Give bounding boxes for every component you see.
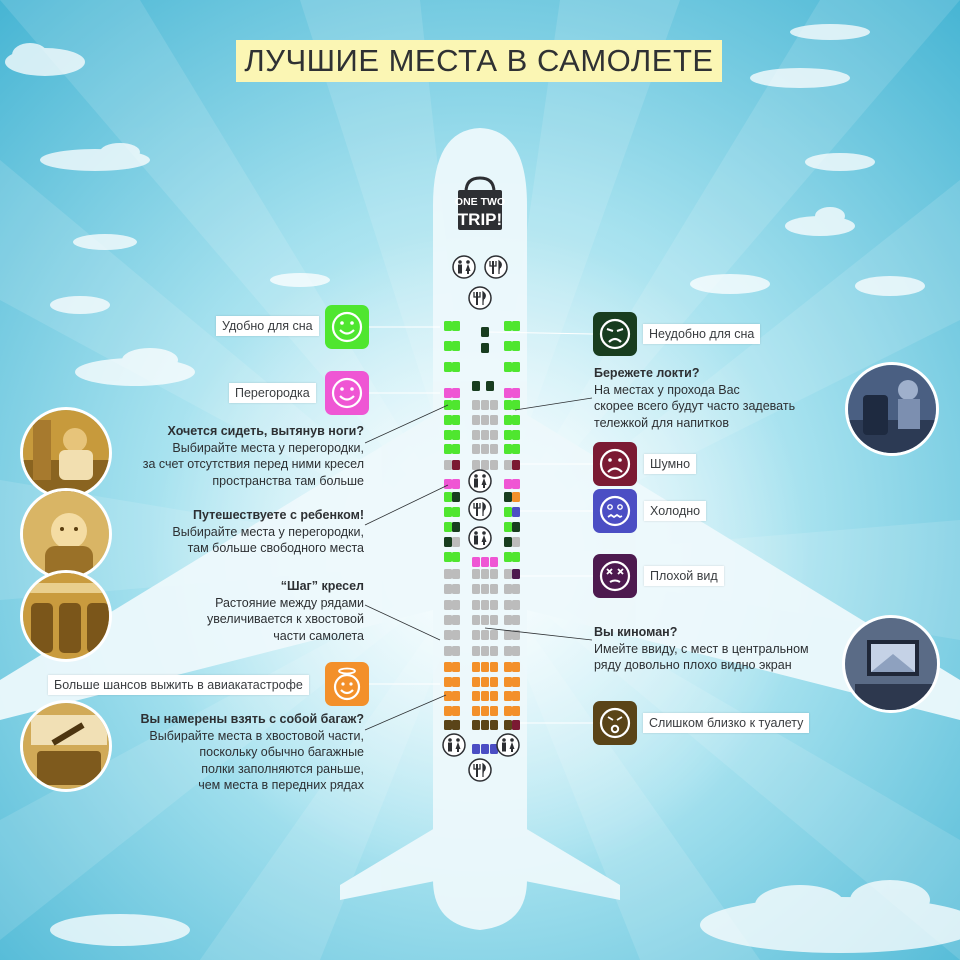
- seat: [481, 430, 489, 440]
- seat: [452, 720, 460, 730]
- photo-seats: [20, 570, 112, 662]
- seat: [504, 706, 512, 716]
- seat: [512, 444, 520, 454]
- seat: [481, 327, 489, 337]
- label-noisy: Шумно: [644, 454, 696, 474]
- label-sleep-good: Удобно для сна: [216, 316, 319, 336]
- seat: [490, 630, 498, 640]
- seat: [512, 537, 520, 547]
- seat: [452, 321, 460, 331]
- angel-face-icon: [325, 662, 369, 706]
- seat: [512, 691, 520, 701]
- fork-knife-icon: [485, 256, 507, 278]
- photo-child: [20, 488, 112, 580]
- seat: [444, 321, 452, 331]
- seat: [512, 430, 520, 440]
- seat: [472, 557, 480, 567]
- label-survival: Больше шансов выжить в авиакатастрофе: [48, 675, 309, 695]
- label-sleep-bad: Неудобно для сна: [643, 324, 760, 344]
- seat: [490, 584, 498, 594]
- seat: [512, 720, 520, 730]
- sad-face-icon: [593, 312, 637, 356]
- seat: [472, 400, 480, 410]
- seat: [504, 584, 512, 594]
- seat: [452, 646, 460, 656]
- seat: [444, 415, 452, 425]
- seat: [481, 415, 489, 425]
- seat: [481, 630, 489, 640]
- seat: [444, 615, 452, 625]
- seat: [490, 615, 498, 625]
- seat: [504, 662, 512, 672]
- restroom-icon: [469, 527, 491, 549]
- seat: [481, 557, 489, 567]
- seat: [504, 507, 512, 517]
- seat: [504, 400, 512, 410]
- seat: [490, 460, 498, 470]
- seat: [444, 479, 452, 489]
- seat: [490, 677, 498, 687]
- seat: [444, 662, 452, 672]
- seat: [452, 569, 460, 579]
- seat: [472, 630, 480, 640]
- seat: [490, 691, 498, 701]
- smile-face-icon: [325, 305, 369, 349]
- seat: [512, 569, 520, 579]
- seat: [504, 522, 512, 532]
- seat: [444, 388, 452, 398]
- seat: [444, 584, 452, 594]
- tip-legs: Хочется сидеть, вытянув ноги? Выбирайте места у перегородки, за счет отсутствия перед ними кресел пространства там больше: [142, 424, 364, 488]
- seat: [504, 646, 512, 656]
- seat: [481, 691, 489, 701]
- seat: [504, 677, 512, 687]
- seat: [452, 507, 460, 517]
- tip-movie: Вы киноман? Имейте ввиду, с мест в центральном ряду довольно плохо видно экран: [594, 625, 809, 672]
- seat: [504, 492, 512, 502]
- restroom-icon: [443, 734, 465, 756]
- seat: [481, 600, 489, 610]
- seat: [512, 492, 520, 502]
- svg-text:ONE TWO: ONE TWO: [454, 196, 506, 208]
- seat: [452, 444, 460, 454]
- seat: [452, 677, 460, 687]
- seat: [481, 569, 489, 579]
- seat: [452, 600, 460, 610]
- seat: [481, 677, 489, 687]
- seat: [452, 430, 460, 440]
- seat: [472, 744, 480, 754]
- tip-child: Путешествуете с ребенком! Выбирайте места у перегородки, там больше свободного места: [172, 508, 364, 555]
- seat: [512, 388, 520, 398]
- seat: [512, 522, 520, 532]
- seat: [512, 479, 520, 489]
- seat: [504, 460, 512, 470]
- seat: [490, 720, 498, 730]
- seat: [512, 552, 520, 562]
- seat: [472, 600, 480, 610]
- seat: [512, 615, 520, 625]
- seat: [512, 600, 520, 610]
- seat: [490, 662, 498, 672]
- seat: [481, 343, 489, 353]
- seat: [481, 744, 489, 754]
- tip-luggage: Вы намерены взять с собой багаж? Выбирайте места в хвостовой части, поскольку обычно багажные полки заполняются раньше, чем места в передних рядах: [140, 712, 364, 792]
- page-title: ЛУЧШИЕ МЕСТА В САМОЛЕТЕ: [236, 40, 722, 82]
- seat: [504, 630, 512, 640]
- seat: [504, 720, 512, 730]
- seat: [452, 492, 460, 502]
- seat: [504, 479, 512, 489]
- seat: [481, 720, 489, 730]
- seat: [481, 584, 489, 594]
- seat: [444, 507, 452, 517]
- seat: [512, 400, 520, 410]
- seat: [472, 569, 480, 579]
- seat: [504, 615, 512, 625]
- seat: [444, 362, 452, 372]
- seat: [444, 444, 452, 454]
- seat: [504, 537, 512, 547]
- photo-legroom: [20, 407, 112, 499]
- label-cold: Холодно: [644, 501, 706, 521]
- seat: [452, 460, 460, 470]
- seat: [504, 569, 512, 579]
- seat: [444, 600, 452, 610]
- seat: [452, 662, 460, 672]
- seat: [472, 677, 480, 687]
- seat: [472, 381, 480, 391]
- seat: [490, 400, 498, 410]
- photo-screen: [842, 615, 940, 713]
- seat: [490, 430, 498, 440]
- seat: [486, 381, 494, 391]
- toilet-face-icon: [593, 701, 637, 745]
- fork-knife-icon: [469, 759, 491, 781]
- seat: [444, 630, 452, 640]
- photo-aisle: [845, 362, 939, 456]
- seat: [452, 630, 460, 640]
- seat: [444, 552, 452, 562]
- seat: [452, 400, 460, 410]
- label-toilet: Слишком близко к туалету: [643, 713, 809, 733]
- svg-text:TRIP!: TRIP!: [457, 210, 503, 229]
- seat: [490, 415, 498, 425]
- label-bulkhead: Перегородка: [229, 383, 316, 403]
- seat: [481, 444, 489, 454]
- seat: [504, 362, 512, 372]
- seat: [444, 569, 452, 579]
- seat: [472, 720, 480, 730]
- seat: [504, 388, 512, 398]
- seat: [512, 507, 520, 517]
- worried-face-icon: [593, 489, 637, 533]
- seat: [452, 362, 460, 372]
- seat: [504, 341, 512, 351]
- seat: [490, 706, 498, 716]
- seat: [452, 691, 460, 701]
- seat: [481, 646, 489, 656]
- fork-knife-icon: [469, 498, 491, 520]
- seat: [444, 691, 452, 701]
- seat: [472, 415, 480, 425]
- bulkhead-smile-face-icon: [325, 371, 369, 415]
- seat: [472, 646, 480, 656]
- seat: [512, 677, 520, 687]
- seat: [512, 321, 520, 331]
- photo-luggage: [20, 700, 112, 792]
- seat: [512, 341, 520, 351]
- seat: [452, 584, 460, 594]
- seat: [512, 646, 520, 656]
- seat: [444, 646, 452, 656]
- seat: [512, 706, 520, 716]
- seat: [504, 691, 512, 701]
- seat: [444, 720, 452, 730]
- restroom-icon: [469, 470, 491, 492]
- seat: [504, 444, 512, 454]
- seat: [444, 430, 452, 440]
- seat: [472, 662, 480, 672]
- seat: [472, 615, 480, 625]
- seat: [452, 537, 460, 547]
- tip-elbows: Бережете локти? На местах у прохода Вас скорее всего будут часто задевать тележкой для напитков: [594, 366, 796, 430]
- seat: [444, 706, 452, 716]
- seat: [452, 706, 460, 716]
- seat: [512, 415, 520, 425]
- seat: [444, 341, 452, 351]
- frown-face-icon: [593, 442, 637, 486]
- restroom-icon: [453, 256, 475, 278]
- seat: [452, 522, 460, 532]
- seat: [490, 600, 498, 610]
- tip-pitch: “Шаг” кресел Растояние между рядами увеличивается к хвостовой части самолета: [207, 579, 364, 643]
- seat: [490, 557, 498, 567]
- seat: [504, 321, 512, 331]
- seat: [504, 415, 512, 425]
- seat: [472, 444, 480, 454]
- seat: [452, 341, 460, 351]
- fork-knife-icon: [469, 287, 491, 309]
- seat: [452, 552, 460, 562]
- seat: [444, 460, 452, 470]
- seat: [472, 460, 480, 470]
- seat: [512, 584, 520, 594]
- seat: [481, 460, 489, 470]
- seat: [444, 537, 452, 547]
- seat: [512, 460, 520, 470]
- seat: [444, 677, 452, 687]
- seat: [504, 600, 512, 610]
- seat: [481, 400, 489, 410]
- seat: [472, 691, 480, 701]
- seat: [452, 415, 460, 425]
- seat: [472, 584, 480, 594]
- seat: [472, 430, 480, 440]
- seat: [512, 362, 520, 372]
- seat: [504, 430, 512, 440]
- seat: [481, 662, 489, 672]
- seat: [452, 388, 460, 398]
- seat: [504, 552, 512, 562]
- seat: [452, 479, 460, 489]
- seat: [444, 522, 452, 532]
- seat: [444, 492, 452, 502]
- seat: [490, 569, 498, 579]
- seat: [490, 444, 498, 454]
- seat: [512, 662, 520, 672]
- seat: [481, 706, 489, 716]
- seat: [481, 615, 489, 625]
- label-bad-view: Плохой вид: [644, 566, 724, 586]
- restroom-icon: [497, 734, 519, 756]
- seat: [452, 615, 460, 625]
- dizzy-face-icon: [593, 554, 637, 598]
- seat: [472, 706, 480, 716]
- seat: [490, 646, 498, 656]
